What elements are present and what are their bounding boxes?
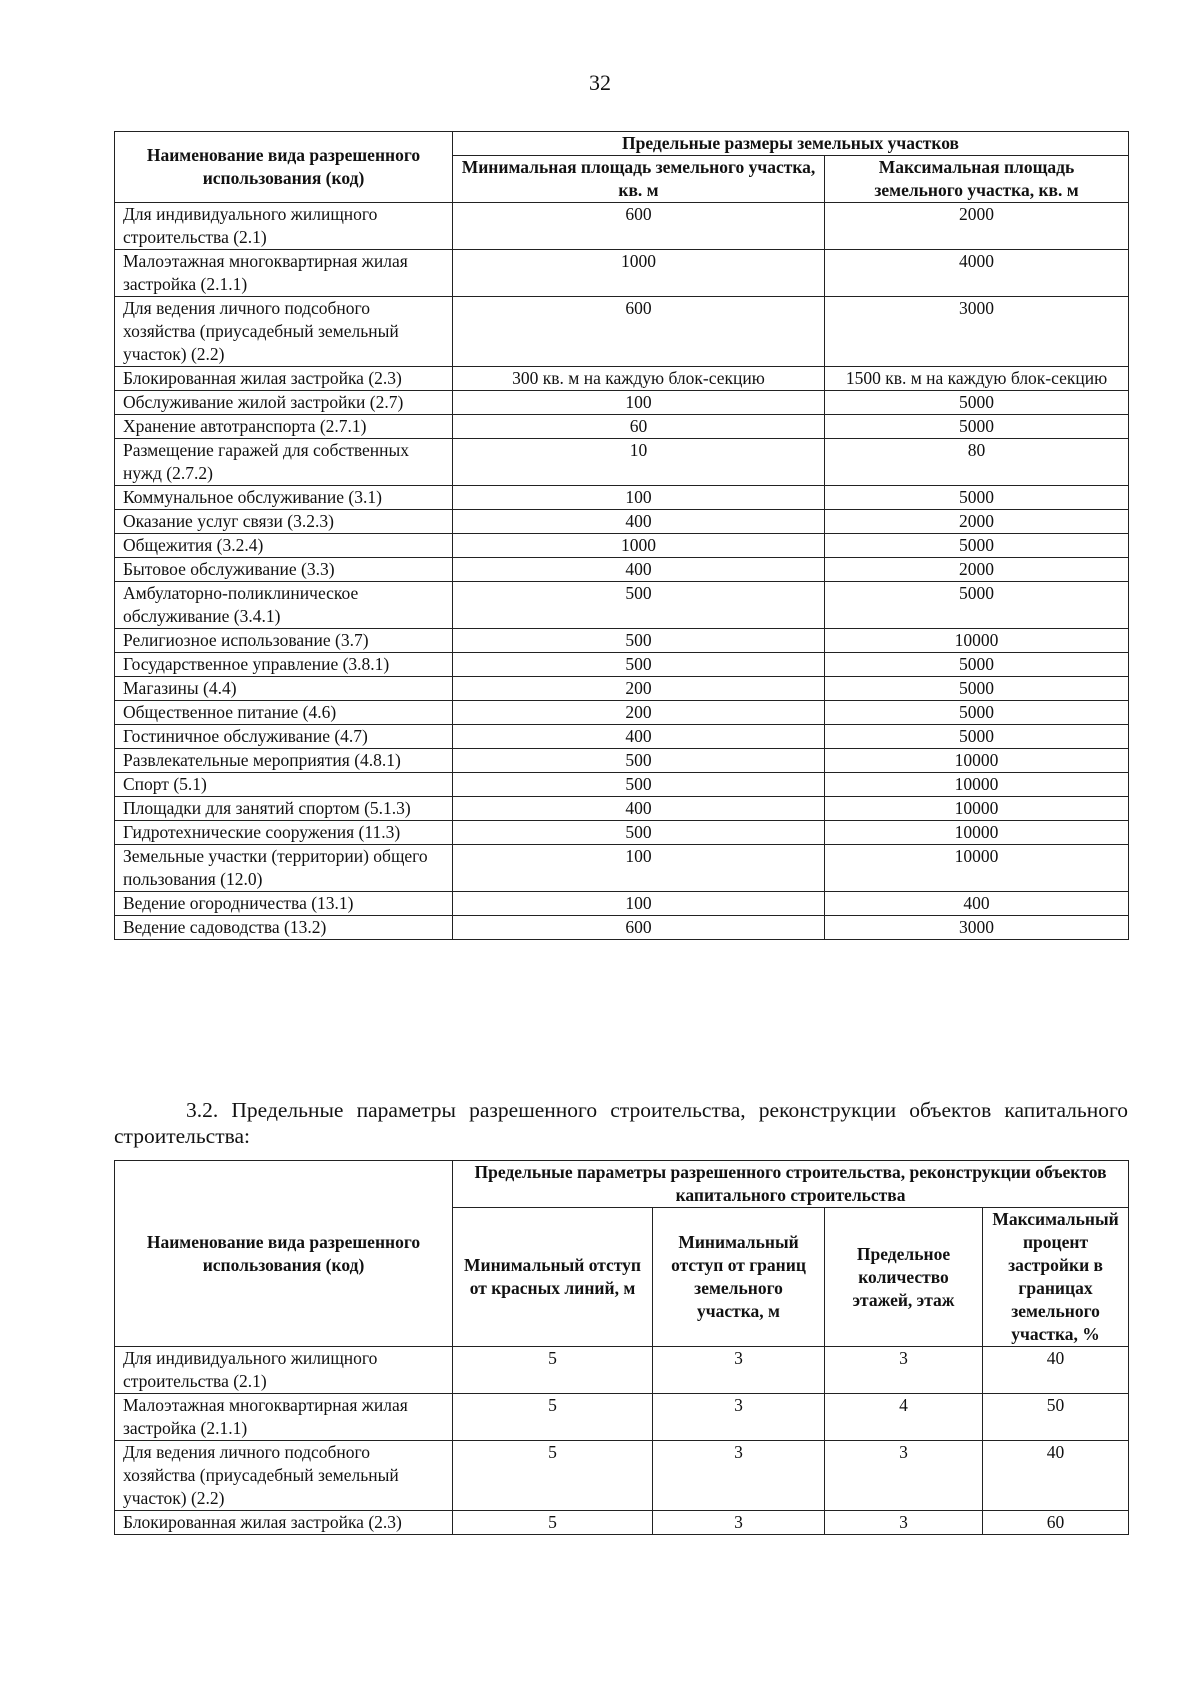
header-usage-type: Наименование вида разрешенного использования (код) bbox=[115, 132, 453, 203]
usage-type-cell: Для ведения личного подсобного хозяйства (приусадебный земельный участок) (2.2) bbox=[115, 297, 453, 367]
max-area-cell: 5000 bbox=[825, 677, 1129, 701]
usage-type-cell: Гидротехнические сооружения (11.3) bbox=[115, 821, 453, 845]
table-row bbox=[115, 677, 1129, 701]
max-area-cell: 5000 bbox=[825, 534, 1129, 558]
header-floor-limit: Предельное количество этажей, этаж bbox=[825, 1208, 983, 1347]
max-area-cell: 5000 bbox=[825, 701, 1129, 725]
floor-limit-cell: 3 bbox=[825, 1511, 983, 1535]
table-row bbox=[115, 749, 1129, 773]
table-row bbox=[115, 203, 1129, 250]
usage-type-cell: Для индивидуального жилищного строительства (2.1) bbox=[115, 1347, 453, 1394]
usage-type-cell: Малоэтажная многоквартирная жилая застройка (2.1.1) bbox=[115, 1394, 453, 1441]
table-row bbox=[115, 391, 1129, 415]
table-row bbox=[115, 534, 1129, 558]
min-area-cell: 1000 bbox=[453, 534, 825, 558]
floor-limit-cell: 3 bbox=[825, 1347, 983, 1394]
header-construction-group: Предельные параметры разрешенного строительства, реконструкции объектов капитального строительства bbox=[453, 1161, 1129, 1208]
usage-type-cell: Блокированная жилая застройка (2.3) bbox=[115, 367, 453, 391]
red-line-setback-cell: 5 bbox=[453, 1347, 653, 1394]
header-boundary-setback: Минимальный отступ от границ земельного участка, м bbox=[653, 1208, 825, 1347]
table-row bbox=[115, 725, 1129, 749]
usage-type-cell: Для ведения личного подсобного хозяйства (приусадебный земельный участок) (2.2) bbox=[115, 1441, 453, 1511]
header-max-area: Максимальная площадь земельного участка, кв. м bbox=[825, 156, 1129, 203]
usage-type-cell: Ведение садоводства (13.2) bbox=[115, 916, 453, 940]
table-row bbox=[115, 773, 1129, 797]
floor-limit-cell: 3 bbox=[825, 1441, 983, 1511]
floor-limit-cell: 4 bbox=[825, 1394, 983, 1441]
table-row bbox=[115, 1347, 1129, 1394]
min-area-cell: 1000 bbox=[453, 250, 825, 297]
table-row bbox=[115, 250, 1129, 297]
table-row bbox=[115, 510, 1129, 534]
max-area-cell: 4000 bbox=[825, 250, 1129, 297]
max-area-cell: 2000 bbox=[825, 510, 1129, 534]
max-area-cell: 400 bbox=[825, 892, 1129, 916]
construction-parameters-table bbox=[114, 1160, 1129, 1535]
usage-type-cell: Религиозное использование (3.7) bbox=[115, 629, 453, 653]
max-area-cell: 5000 bbox=[825, 391, 1129, 415]
min-area-cell: 300 кв. м на каждую блок-секцию bbox=[453, 367, 825, 391]
usage-type-cell: Площадки для занятий спортом (5.1.3) bbox=[115, 797, 453, 821]
max-area-cell: 2000 bbox=[825, 203, 1129, 250]
min-area-cell: 500 bbox=[453, 629, 825, 653]
max-area-cell: 10000 bbox=[825, 773, 1129, 797]
max-area-cell: 5000 bbox=[825, 486, 1129, 510]
min-area-cell: 400 bbox=[453, 797, 825, 821]
table-row bbox=[115, 916, 1129, 940]
usage-type-cell: Для индивидуального жилищного строительства (2.1) bbox=[115, 203, 453, 250]
usage-type-cell: Обслуживание жилой застройки (2.7) bbox=[115, 391, 453, 415]
table-row bbox=[115, 1441, 1129, 1511]
boundary-setback-cell: 3 bbox=[653, 1394, 825, 1441]
min-area-cell: 500 bbox=[453, 773, 825, 797]
usage-type-cell: Коммунальное обслуживание (3.1) bbox=[115, 486, 453, 510]
max-area-cell: 10000 bbox=[825, 821, 1129, 845]
max-area-cell: 5000 bbox=[825, 725, 1129, 749]
usage-type-cell: Общественное питание (4.6) bbox=[115, 701, 453, 725]
table-row bbox=[115, 821, 1129, 845]
max-area-cell: 10000 bbox=[825, 629, 1129, 653]
boundary-setback-cell: 3 bbox=[653, 1441, 825, 1511]
page-number: 32 bbox=[589, 70, 611, 95]
table-row bbox=[115, 892, 1129, 916]
min-area-cell: 400 bbox=[453, 725, 825, 749]
min-area-cell: 200 bbox=[453, 677, 825, 701]
min-area-cell: 500 bbox=[453, 582, 825, 629]
max-area-cell: 1500 кв. м на каждую блок-секцию bbox=[825, 367, 1129, 391]
usage-type-cell: Оказание услуг связи (3.2.3) bbox=[115, 510, 453, 534]
usage-type-cell: Земельные участки (территории) общего пользования (12.0) bbox=[115, 845, 453, 892]
max-area-cell: 80 bbox=[825, 439, 1129, 486]
header-red-line-setback: Минимальный отступ от красных линий, м bbox=[453, 1208, 653, 1347]
max-coverage-cell: 40 bbox=[983, 1347, 1129, 1394]
max-coverage-cell: 60 bbox=[983, 1511, 1129, 1535]
min-area-cell: 600 bbox=[453, 297, 825, 367]
header-min-area: Минимальная площадь земельного участка, кв. м bbox=[453, 156, 825, 203]
table-row bbox=[115, 486, 1129, 510]
usage-type-cell: Амбулаторно-поликлиническое обслуживание (3.4.1) bbox=[115, 582, 453, 629]
min-area-cell: 10 bbox=[453, 439, 825, 486]
max-area-cell: 10000 bbox=[825, 797, 1129, 821]
min-area-cell: 600 bbox=[453, 203, 825, 250]
min-area-cell: 400 bbox=[453, 558, 825, 582]
table-row bbox=[115, 629, 1129, 653]
min-area-cell: 100 bbox=[453, 486, 825, 510]
max-area-cell: 10000 bbox=[825, 845, 1129, 892]
min-area-cell: 500 bbox=[453, 653, 825, 677]
land-plot-size-table bbox=[114, 131, 1129, 940]
boundary-setback-cell: 3 bbox=[653, 1347, 825, 1394]
max-area-cell: 2000 bbox=[825, 558, 1129, 582]
min-area-cell: 100 bbox=[453, 391, 825, 415]
usage-type-cell: Бытовое обслуживание (3.3) bbox=[115, 558, 453, 582]
min-area-cell: 600 bbox=[453, 916, 825, 940]
usage-type-cell: Государственное управление (3.8.1) bbox=[115, 653, 453, 677]
red-line-setback-cell: 5 bbox=[453, 1441, 653, 1511]
red-line-setback-cell: 5 bbox=[453, 1394, 653, 1441]
max-area-cell: 10000 bbox=[825, 749, 1129, 773]
usage-type-cell: Блокированная жилая застройка (2.3) bbox=[115, 1511, 453, 1535]
min-area-cell: 500 bbox=[453, 821, 825, 845]
table-row bbox=[115, 1511, 1129, 1535]
min-area-cell: 400 bbox=[453, 510, 825, 534]
max-coverage-cell: 50 bbox=[983, 1394, 1129, 1441]
usage-type-cell: Магазины (4.4) bbox=[115, 677, 453, 701]
boundary-setback-cell: 3 bbox=[653, 1511, 825, 1535]
max-area-cell: 5000 bbox=[825, 653, 1129, 677]
usage-type-cell: Хранение автотранспорта (2.7.1) bbox=[115, 415, 453, 439]
max-area-cell: 5000 bbox=[825, 582, 1129, 629]
header-usage-type: Наименование вида разрешенного использования (код) bbox=[115, 1161, 453, 1347]
table-row bbox=[115, 1394, 1129, 1441]
min-area-cell: 500 bbox=[453, 749, 825, 773]
table-row bbox=[115, 701, 1129, 725]
min-area-cell: 200 bbox=[453, 701, 825, 725]
table-row bbox=[115, 439, 1129, 486]
min-area-cell: 100 bbox=[453, 845, 825, 892]
header-plot-size-group: Предельные размеры земельных участков bbox=[453, 132, 1129, 156]
max-area-cell: 3000 bbox=[825, 297, 1129, 367]
table-row bbox=[115, 797, 1129, 821]
table-row bbox=[115, 582, 1129, 629]
table-row bbox=[115, 558, 1129, 582]
usage-type-cell: Размещение гаражей для собственных нужд (2.7.2) bbox=[115, 439, 453, 486]
usage-type-cell: Гостиничное обслуживание (4.7) bbox=[115, 725, 453, 749]
red-line-setback-cell: 5 bbox=[453, 1511, 653, 1535]
usage-type-cell: Общежития (3.2.4) bbox=[115, 534, 453, 558]
min-area-cell: 60 bbox=[453, 415, 825, 439]
max-area-cell: 5000 bbox=[825, 415, 1129, 439]
max-coverage-cell: 40 bbox=[983, 1441, 1129, 1511]
min-area-cell: 100 bbox=[453, 892, 825, 916]
max-area-cell: 3000 bbox=[825, 916, 1129, 940]
header-max-coverage: Максимальный процент застройки в границах земельного участка, % bbox=[983, 1208, 1129, 1347]
usage-type-cell: Ведение огородничества (13.1) bbox=[115, 892, 453, 916]
table-row bbox=[115, 653, 1129, 677]
table-row bbox=[115, 367, 1129, 391]
table-row bbox=[115, 297, 1129, 367]
table-row bbox=[115, 415, 1129, 439]
usage-type-cell: Спорт (5.1) bbox=[115, 773, 453, 797]
usage-type-cell: Малоэтажная многоквартирная жилая застройка (2.1.1) bbox=[115, 250, 453, 297]
table-row bbox=[115, 845, 1129, 892]
section-3-2-paragraph: 3.2. Предельные параметры разрешенного строительства, реконструкции объектов капитального строительства: bbox=[114, 1098, 1128, 1148]
usage-type-cell: Развлекательные мероприятия (4.8.1) bbox=[115, 749, 453, 773]
